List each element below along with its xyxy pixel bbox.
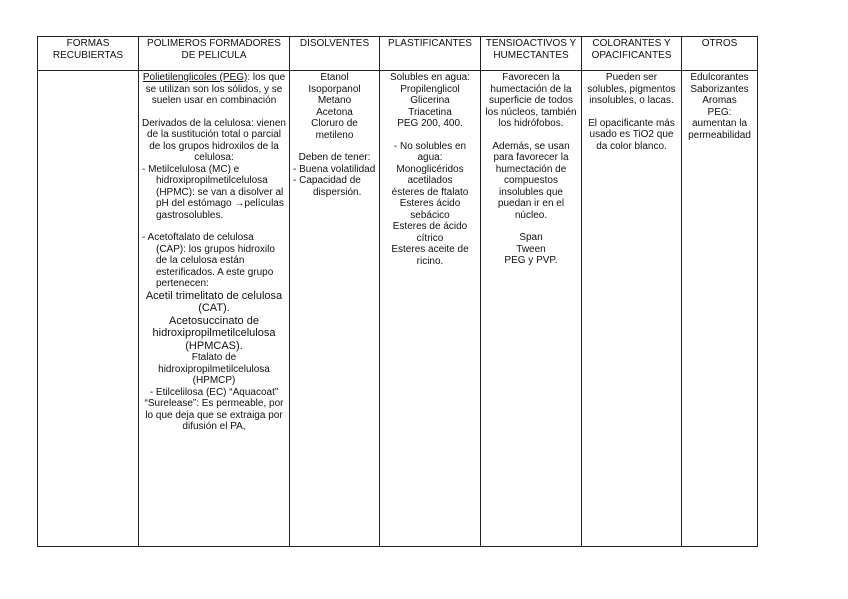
no-soluble-item: Esteres de ácido cítrico [392, 221, 468, 244]
tensioactivo-item: PEG y PVP. [504, 255, 558, 266]
deben-label: Deben de tener: [298, 152, 371, 163]
coating-table [37, 36, 758, 547]
no-solubles-title: - No solubles en agua: [393, 140, 467, 163]
peg-title: Polietilenglicoles (PEG) [142, 72, 248, 83]
disolvente-item: Cloruro de metileno [311, 118, 358, 141]
celulosa-intro: Derivados de la celulosa: vienen de la sustitución total o parcial de los grupos hidroxilos de la celulosa: [142, 117, 286, 163]
otros-item: Aromas [702, 95, 737, 106]
tensioactivo-item: Tween [516, 243, 546, 255]
tensioactivo-item: Span [519, 232, 543, 243]
no-soluble-item: Monoglicéridos acetilados [396, 163, 464, 186]
cell-polimeros [139, 71, 290, 547]
hpmcp-item: Ftalato de hidroxipropilmetilcelulosa (HPMCP) [158, 352, 270, 386]
disolvente-item: Metano [317, 95, 352, 106]
requirement-volatilidad: - Buena volatilidad [293, 163, 376, 175]
header-polimeros: POLIMEROS FORMADORES DE PELICULA [139, 37, 290, 71]
cell-colorantes [582, 71, 682, 547]
tensioactivos-p2: Además, se usan para favorecer la humectación de compuestos insolubles que puedan ir en el núcleo. [492, 140, 570, 221]
ec-item: - Etilcelilosa (EC) “Aquacoat” “Surelease”: Es permeable, por lo que deja que se extraiga por difusión el PA, [144, 386, 284, 432]
otros-item: Saborizantes [690, 83, 749, 95]
cap-bullet: - Acetoftalato de celulosa (CAP): los grupos hidroxilo de la celulosa están esterificados. A este grupo pertenecen: [142, 232, 275, 289]
colorantes-p2: El opacificante más usado es TiO2 que da color blanco. [588, 117, 675, 152]
otros-item: Edulcorantes [690, 72, 749, 83]
cell-disolventes [290, 71, 380, 547]
header-plastificantes: PLASTIFICANTES [380, 37, 481, 71]
header-tensioactivos: TENSIOACTIVOS Y HUMECTANTES [481, 37, 582, 71]
cat-item: Acetil trimelitato de celulosa (CAT). [145, 289, 283, 314]
soluble-item: Propilenglicol [400, 83, 460, 95]
no-soluble-item: ésteres de ftalato [391, 186, 469, 198]
disolvente-item: Acetona [316, 106, 353, 118]
solubles-title: Solubles en agua: [389, 72, 471, 83]
header-disolventes: DISOLVENTES [290, 37, 380, 71]
cell-otros [682, 71, 758, 547]
hpmcas-item: Acetosuccinato de hidroxipropilmetilcelulosa (HPMCAS). [152, 314, 276, 352]
header-row [38, 37, 758, 71]
header-otros: OTROS [682, 37, 758, 71]
tensioactivos-p1: Favorecen la humectación de la superficie de todos los núcleos, también los hidrófobos. [485, 72, 577, 129]
peg-paragraph [142, 72, 286, 107]
disolvente-item: Isoporpanol [308, 83, 361, 95]
otros-item: PEG: aumentan la permeabilidad [688, 106, 751, 141]
header-formas: FORMAS RECUBIERTAS [38, 37, 139, 71]
no-soluble-item: Esteres aceite de ricino. [391, 244, 469, 267]
soluble-item: Triacetina [408, 106, 452, 118]
header-colorantes: COLORANTES Y OPACIFICANTES [582, 37, 682, 71]
requirement-dispersion: - Capacidad de dispersión. [293, 175, 362, 198]
colorantes-p1: Pueden ser solubles, pigmentos insolubles, o lacas. [587, 72, 676, 106]
cell-formas [38, 71, 139, 547]
peg-text: : los que se utilizan son los sólidos, y se suelen usar en combinación [145, 72, 286, 106]
cell-plastificantes [380, 71, 481, 547]
content-row [38, 71, 758, 547]
soluble-item: Glicerina [410, 95, 450, 106]
mc-bullet: - Metilcelulosa (MC) e hidroxipropilmetilcelulosa (HPMC): se van a disolver al pH del estómago →películas gastrosolubles. [142, 163, 284, 221]
no-soluble-item: Esteres ácido sebácico [399, 198, 461, 221]
disolvente-item: Etanol [320, 72, 349, 83]
cell-tensioactivos [481, 71, 582, 547]
soluble-item: PEG 200, 400. [397, 118, 463, 129]
